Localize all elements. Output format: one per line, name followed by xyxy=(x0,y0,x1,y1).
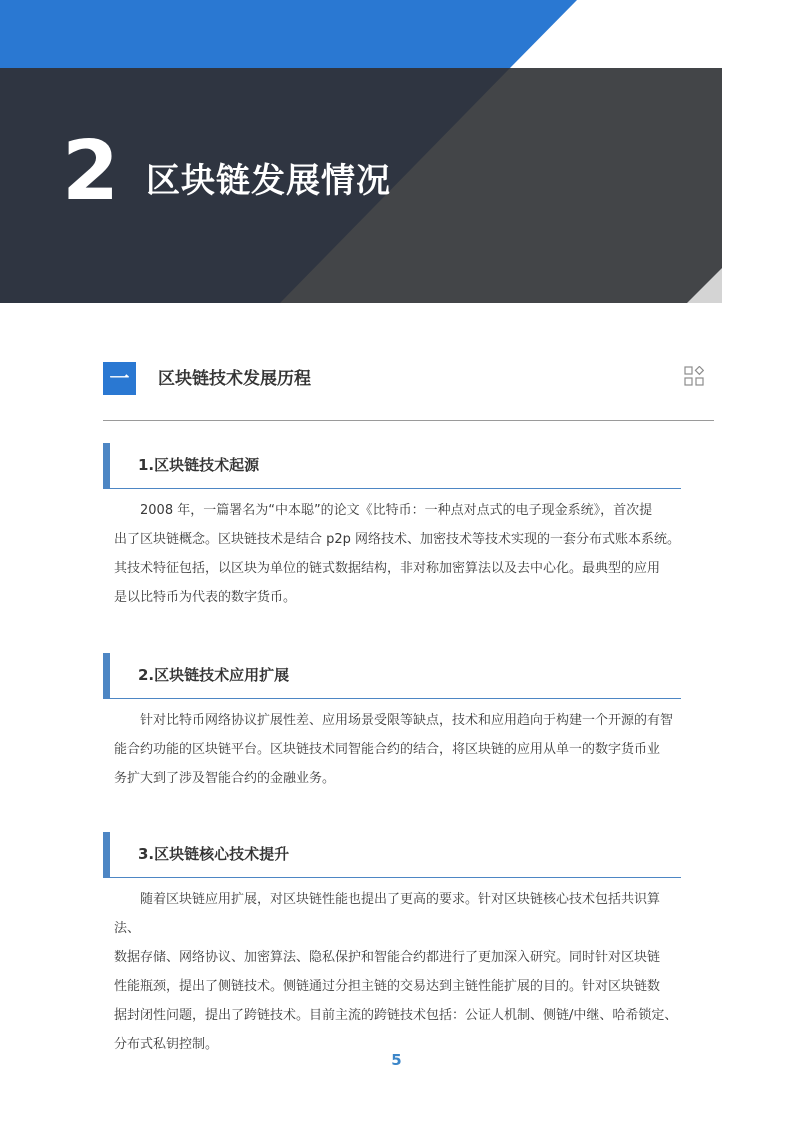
subsection-accent-bar xyxy=(103,832,110,878)
paragraph-origin xyxy=(114,496,682,612)
chapter-title: 区块链发展情况 xyxy=(146,161,391,201)
paragraph-line: 2008 年，一篇署名为“中本聪”的论文《比特币：一种点对点式的电子现金系统》，首次提 xyxy=(140,503,653,518)
paragraph-line: 出了区块链概念。区块链技术是结合 p2p 网络技术、加密技术等技术实现的一套分布式账本系统。 xyxy=(114,532,681,547)
subsection-underline xyxy=(110,877,681,878)
paragraph-line: 数据存储、网络协议、加密算法、隐私保护和智能合约都进行了更加深入研究。同时针对区块链 xyxy=(114,950,661,965)
chapter-number: 2 xyxy=(62,124,120,219)
subsection-accent-bar xyxy=(103,653,110,699)
section-title: 区块链技术发展历程 xyxy=(158,369,311,389)
subsection-title: 1.区块链技术起源 xyxy=(138,456,260,474)
paragraph-core-tech xyxy=(114,885,682,1059)
apps-icon xyxy=(684,366,704,386)
paragraph-line: 其技术特征包括，以区块为单位的链式数据结构，非对称加密算法以及去中心化。最典型的应用 xyxy=(114,561,661,576)
page-number: 5 xyxy=(391,1051,402,1069)
paragraph-line: 据封闭性问题，提出了跨链技术。目前主流的跨链技术包括：公证人机制、侧链/中继、哈希锁定、 xyxy=(114,1008,678,1023)
subsection-header-expansion xyxy=(103,653,681,699)
subsection-header-origin xyxy=(103,443,681,489)
subsection-accent-bar xyxy=(103,443,110,489)
subsection-header-core-tech xyxy=(103,832,681,878)
subsection-underline xyxy=(110,488,681,489)
paragraph-line: 能合约功能的区块链平台。区块链技术同智能合约的结合，将区块链的应用从单一的数字货币业 xyxy=(114,742,661,757)
subsection-title: 2.区块链技术应用扩展 xyxy=(138,666,290,684)
paragraph-line: 分布式私钥控制。 xyxy=(114,1037,219,1052)
paragraph-line: 针对比特币网络协议扩展性差、应用场景受限等缺点，技术和应用趋向于构建一个开源的有智 xyxy=(140,713,674,728)
subsection-underline xyxy=(110,698,681,699)
paragraph-line: 务扩大到了涉及智能合约的金融业务。 xyxy=(114,771,336,786)
section-number-badge: 一 xyxy=(103,362,136,395)
subsection-title: 3.区块链核心技术提升 xyxy=(138,845,290,863)
paragraph-expansion xyxy=(114,706,682,793)
paragraph-line: 性能瓶颈，提出了侧链技术。侧链通过分担主链的交易达到主链性能扩展的目的。针对区块链数 xyxy=(114,979,661,994)
paragraph-line: 随着区块链应用扩展，对区块链性能也提出了更高的要求。针对区块链核心技术包括共识算法、 xyxy=(114,892,661,936)
section-divider xyxy=(103,420,714,421)
paragraph-line: 是以比特币为代表的数字货币。 xyxy=(114,590,297,605)
banner-blue-stripe xyxy=(0,0,577,68)
